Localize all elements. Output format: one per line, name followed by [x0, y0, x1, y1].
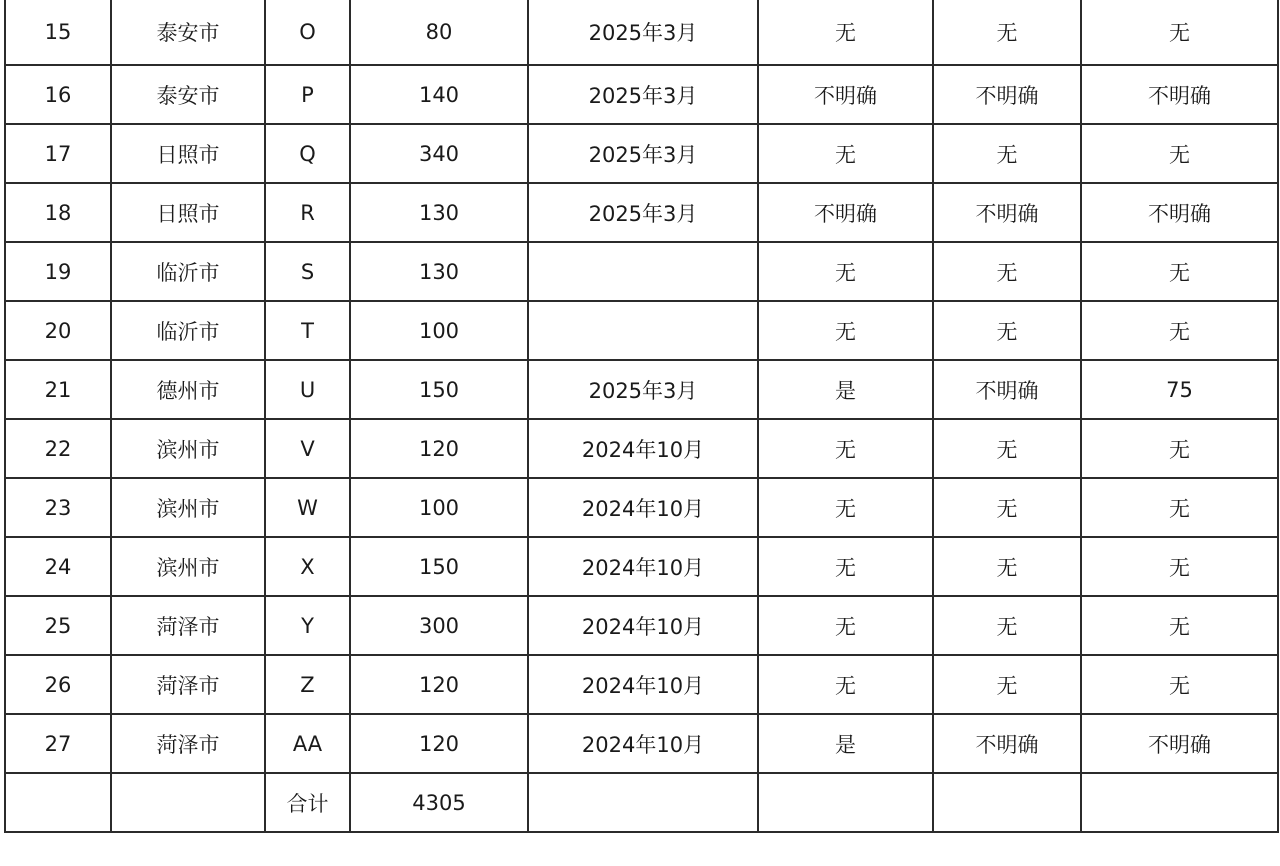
cell-col7: 无 [933, 537, 1081, 596]
cell-code: X [265, 537, 350, 596]
cell-no: 16 [5, 65, 111, 124]
cell-col8: 无 [1081, 596, 1278, 655]
total-row [5, 773, 1278, 832]
cell-date: 2024年10月 [528, 714, 758, 773]
cell-col8: 无 [1081, 242, 1278, 301]
cell-date [528, 301, 758, 360]
cell-date: 2025年3月 [528, 124, 758, 183]
cell-col6: 无 [758, 124, 933, 183]
cell-amount: 100 [350, 478, 528, 537]
cell-col8: 不明确 [1081, 183, 1278, 242]
cell-amount: 150 [350, 360, 528, 419]
table-row [5, 124, 1278, 183]
cell-col8: 不明确 [1081, 65, 1278, 124]
document-sheet [4, 0, 1277, 864]
cell-empty [933, 773, 1081, 832]
cell-col7: 无 [933, 655, 1081, 714]
cell-city: 日照市 [111, 124, 265, 183]
cell-date: 2025年3月 [528, 0, 758, 65]
cell-no: 24 [5, 537, 111, 596]
table-row [5, 242, 1278, 301]
cell-code: U [265, 360, 350, 419]
cell-col6: 是 [758, 360, 933, 419]
cell-code: O [265, 0, 350, 65]
cell-col7: 不明确 [933, 714, 1081, 773]
cell-date: 2025年3月 [528, 65, 758, 124]
cell-no: 18 [5, 183, 111, 242]
cell-no: 23 [5, 478, 111, 537]
data-table [4, 0, 1279, 833]
cell-empty [111, 773, 265, 832]
cell-code: Q [265, 124, 350, 183]
cell-amount: 340 [350, 124, 528, 183]
cell-col6: 无 [758, 242, 933, 301]
cell-col6: 无 [758, 419, 933, 478]
cell-date: 2024年10月 [528, 537, 758, 596]
cell-no: 17 [5, 124, 111, 183]
cell-code: R [265, 183, 350, 242]
cell-code: Y [265, 596, 350, 655]
cell-no: 22 [5, 419, 111, 478]
cell-no: 15 [5, 0, 111, 65]
cell-city: 菏泽市 [111, 655, 265, 714]
cell-code: S [265, 242, 350, 301]
cell-no: 21 [5, 360, 111, 419]
table-body [5, 0, 1278, 832]
cell-col7: 无 [933, 301, 1081, 360]
cell-amount: 130 [350, 183, 528, 242]
cell-amount: 80 [350, 0, 528, 65]
cell-col7: 无 [933, 0, 1081, 65]
cell-amount: 120 [350, 419, 528, 478]
cell-no: 26 [5, 655, 111, 714]
cell-date: 2024年10月 [528, 478, 758, 537]
cell-col6: 是 [758, 714, 933, 773]
cell-col6: 不明确 [758, 183, 933, 242]
cell-col8: 75 [1081, 360, 1278, 419]
cell-amount: 130 [350, 242, 528, 301]
cell-amount: 120 [350, 655, 528, 714]
cell-amount: 150 [350, 537, 528, 596]
cell-col7: 无 [933, 124, 1081, 183]
cell-empty [5, 773, 111, 832]
cell-col8: 无 [1081, 419, 1278, 478]
cell-code: AA [265, 714, 350, 773]
cell-code: P [265, 65, 350, 124]
table-row [5, 0, 1278, 65]
cell-city: 临沂市 [111, 242, 265, 301]
cell-amount: 140 [350, 65, 528, 124]
total-label: 合计 [265, 773, 350, 832]
table-row [5, 183, 1278, 242]
cell-city: 滨州市 [111, 419, 265, 478]
table-row [5, 65, 1278, 124]
cell-date: 2024年10月 [528, 419, 758, 478]
cell-col6: 无 [758, 301, 933, 360]
cell-no: 19 [5, 242, 111, 301]
cell-col8: 无 [1081, 301, 1278, 360]
cell-col8: 无 [1081, 478, 1278, 537]
cell-city: 泰安市 [111, 0, 265, 65]
cell-code: V [265, 419, 350, 478]
cell-city: 日照市 [111, 183, 265, 242]
cell-col7: 无 [933, 478, 1081, 537]
table-row [5, 360, 1278, 419]
cell-date: 2024年10月 [528, 596, 758, 655]
cell-empty [528, 773, 758, 832]
cell-city: 泰安市 [111, 65, 265, 124]
cell-city: 临沂市 [111, 301, 265, 360]
cell-col7: 不明确 [933, 65, 1081, 124]
cell-amount: 300 [350, 596, 528, 655]
cell-no: 27 [5, 714, 111, 773]
cell-city: 德州市 [111, 360, 265, 419]
cell-no: 20 [5, 301, 111, 360]
cell-col8: 不明确 [1081, 714, 1278, 773]
cell-date: 2025年3月 [528, 360, 758, 419]
cell-no: 25 [5, 596, 111, 655]
table-row [5, 478, 1278, 537]
cell-city: 滨州市 [111, 537, 265, 596]
cell-col6: 无 [758, 478, 933, 537]
cell-date: 2025年3月 [528, 183, 758, 242]
cell-date [528, 242, 758, 301]
cell-col6: 无 [758, 537, 933, 596]
cell-col8: 无 [1081, 0, 1278, 65]
cell-empty [758, 773, 933, 832]
table-row [5, 419, 1278, 478]
cell-city: 菏泽市 [111, 596, 265, 655]
cell-col6: 无 [758, 655, 933, 714]
cell-amount: 100 [350, 301, 528, 360]
total-amount: 4305 [350, 773, 528, 832]
cell-amount: 120 [350, 714, 528, 773]
cell-code: Z [265, 655, 350, 714]
table-row [5, 301, 1278, 360]
cell-code: T [265, 301, 350, 360]
cell-code: W [265, 478, 350, 537]
cell-city: 菏泽市 [111, 714, 265, 773]
cell-col7: 无 [933, 242, 1081, 301]
table-row [5, 596, 1278, 655]
table-row [5, 655, 1278, 714]
cell-col6: 不明确 [758, 65, 933, 124]
cell-col8: 无 [1081, 655, 1278, 714]
cell-city: 滨州市 [111, 478, 265, 537]
cell-date: 2024年10月 [528, 655, 758, 714]
table-row [5, 714, 1278, 773]
cell-col7: 不明确 [933, 183, 1081, 242]
cell-empty [1081, 773, 1278, 832]
cell-col6: 无 [758, 0, 933, 65]
cell-col6: 无 [758, 596, 933, 655]
table-row [5, 537, 1278, 596]
cell-col8: 无 [1081, 124, 1278, 183]
cell-col7: 无 [933, 596, 1081, 655]
cell-col8: 无 [1081, 537, 1278, 596]
cell-col7: 不明确 [933, 360, 1081, 419]
cell-col7: 无 [933, 419, 1081, 478]
